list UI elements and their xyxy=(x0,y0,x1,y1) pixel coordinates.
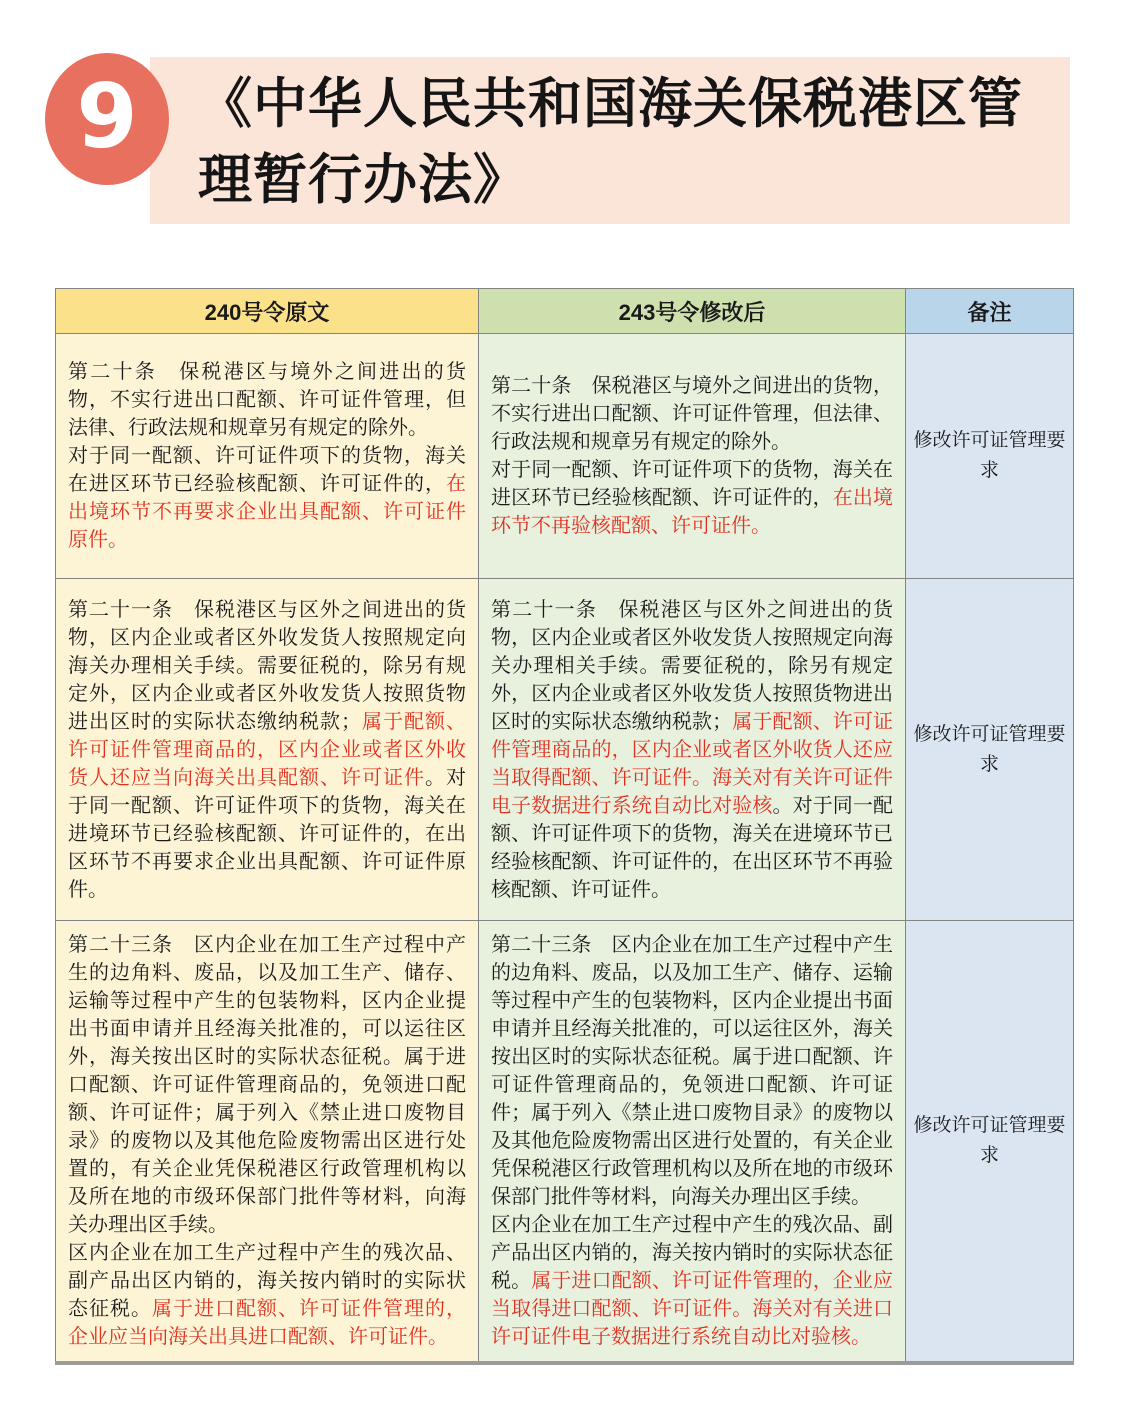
section-number-badge xyxy=(45,53,169,185)
page-title: 《中华人民共和国海关保税港区管理暂行办法》 xyxy=(198,74,1023,210)
body-text: 第二十一条 保税港区与区外之间进出的货物，区内企业或者区外收发货人按照规定向海关办理相关手续。需要征税的，除另有规定外，区内企业或者区外收发货人按照货物进出区时的实际状态缴纳税款； xyxy=(491,598,893,733)
comparison-table xyxy=(55,288,1074,1365)
body-text: 第二十条 保税港区与境外之间进出的货物，不实行进出口配额、许可证件管理，但法律、行政法规和规章另有规定的除外。 xyxy=(491,375,893,453)
highlighted-text: 属于配额、许可证件管理商品的，区内企业或者区外收货人还应当向海关出具配额、许可证件 xyxy=(68,710,466,789)
column-header-revised: 243号令修改后 xyxy=(479,289,906,334)
body-text: 第二十三条 区内企业在加工生产过程中产生的边角料、废品，以及加工生产、储存、运输等过程中产生的包装物料，区内企业提出书面申请并且经海关批准的，可以运往区外，海关按出区时的实际状态征税。属于进口配额、许可证件管理商品的，免领进口配额、许可证件；属于列入《禁止进口废物目录》的废物以及其他危险废物需出区进行处置的，有关企业凭保税港区行政管理机构以及所在地的市级环保部门批件等材料，向海关办理出区手续。 xyxy=(491,934,893,1208)
section-number: 9 xyxy=(76,65,138,168)
cell-remark: 修改许可证管理要求 xyxy=(906,334,1074,579)
highlighted-text: 在出境环节不再要求企业出具配额、许可证件原件。 xyxy=(68,473,466,551)
body-text: 区内企业在加工生产过程中产生的残次品、副产品出区内销的，海关按内销时的实际状态征税。 xyxy=(68,1242,466,1320)
body-text: 对于同一配额、许可证件项下的货物，海关在进区环节已经验核配额、许可证件的， xyxy=(491,459,893,509)
table-row xyxy=(56,921,1074,1364)
highlighted-text: 属于进口配额、许可证件管理的，企业应当向海关出具进口配额、许可证件。 xyxy=(68,1298,466,1348)
cell-remark: 修改许可证管理要求 xyxy=(906,921,1074,1364)
column-header-remark: 备注 xyxy=(906,289,1074,334)
body-text: 对于同一配额、许可证件项下的货物，海关在进区环节已经验核配额、许可证件的， xyxy=(68,445,466,495)
cell-revised xyxy=(479,579,906,921)
cell-original xyxy=(56,921,479,1364)
body-text: 第二十一条 保税港区与区外之间进出的货物，区内企业或者区外收发货人按照规定向海关办理相关手续。需要征税的，除另有规定外，区内企业或者区外收发货人按照货物进出区时的实际状态缴纳税款； xyxy=(68,598,466,733)
table-header-row xyxy=(56,289,1074,334)
table-row xyxy=(56,334,1074,579)
cell-revised xyxy=(479,921,906,1364)
cell-revised xyxy=(479,334,906,579)
table-body xyxy=(56,334,1074,1364)
body-text: 。对于同一配额、许可证件项下的货物，海关在进境环节已经验核配额、许可证件的，在出区环节不再验核配额、许可证件。 xyxy=(491,794,894,901)
body-text: 第二十三条 区内企业在加工生产过程中产生的边角料、废品，以及加工生产、储存、运输等过程中产生的包装物料，区内企业提出书面申请并且经海关批准的，可以运往区外，海关按出区时的实际状态征税。属于进口配额、许可证件管理商品的，免领进口配额、许可证件；属于列入《禁止进口废物目录》的废物以及其他危险废物需出区进行处置的，有关企业凭保税港区行政管理机构以及所在地的市级环保部门批件等材料，向海关办理出区手续。 xyxy=(68,934,466,1236)
cell-original xyxy=(56,334,479,579)
highlighted-text: 在出境环节不再验核配额、许可证件。 xyxy=(491,487,894,537)
body-text: 。对于同一配额、许可证件项下的货物，海关在进境环节已经验核配额、许可证件的，在出区环节不再要求企业出具配额、许可证件原件。 xyxy=(68,766,466,901)
cell-original xyxy=(56,579,479,921)
cell-remark: 修改许可证管理要求 xyxy=(906,579,1074,921)
table-row xyxy=(56,579,1074,921)
highlighted-text: 属于配额、许可证件管理商品的，区内企业或者区外收货人还应当取得配额、许可证件。海关对有关许可证件电子数据进行系统自动比对验核 xyxy=(491,710,894,817)
body-text: 区内企业在加工生产过程中产生的残次品、副产品出区内销的，海关按内销时的实际状态征税。 xyxy=(491,1214,893,1292)
body-text: 第二十条 保税港区与境外之间进出的货物，不实行进出口配额、许可证件管理，但法律、行政法规和规章另有规定的除外。 xyxy=(68,361,466,439)
column-header-original: 240号令原文 xyxy=(56,289,479,334)
highlighted-text: 属于进口配额、许可证件管理的，企业应当取得进口配额、许可证件。海关对有关进口许可证件电子数据进行系统自动比对验核。 xyxy=(491,1270,894,1348)
